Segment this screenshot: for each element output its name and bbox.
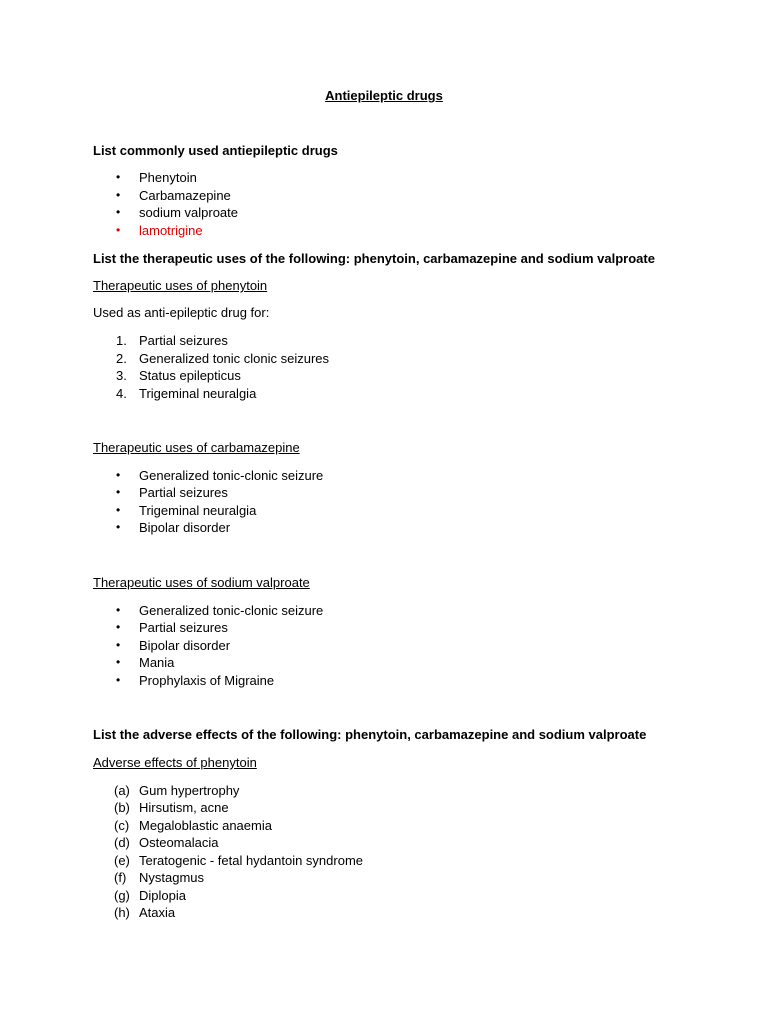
list-item: Trigeminal neuralgia (139, 386, 257, 401)
list-item-highlighted: lamotrigine (139, 223, 203, 238)
list-item: Phenytoin (139, 170, 197, 185)
list-letter: (b) (114, 800, 130, 815)
list-number: 1. (116, 333, 127, 348)
list-item: Partial seizures (139, 620, 228, 635)
list-item: Bipolar disorder (139, 520, 231, 535)
list-item: Prophylaxis of Migraine (139, 673, 275, 688)
list-item: Generalized tonic-clonic seizure (139, 468, 324, 483)
list-number: 4. (116, 386, 127, 401)
phenytoin-uses-intro: Used as anti-epileptic drug for: (93, 305, 270, 320)
list-letter: (d) (114, 835, 130, 850)
list-letter: (f) (114, 870, 127, 885)
list-item: Generalized tonic-clonic seizure (139, 603, 324, 618)
list-item: Trigeminal neuralgia (139, 503, 257, 518)
list-letter: (c) (114, 818, 130, 833)
bullet-marker: • (116, 520, 121, 534)
bullet-marker: • (116, 223, 121, 237)
subheading-phenytoin-uses: Therapeutic uses of phenytoin (93, 278, 268, 293)
bullet-marker: • (116, 188, 121, 202)
list-letter: (g) (114, 888, 130, 903)
bullet-marker: • (116, 620, 121, 634)
list-number: 3. (116, 368, 127, 383)
bullet-marker: • (116, 655, 121, 669)
bullet-marker: • (116, 638, 121, 652)
list-item: Bipolar disorder (139, 638, 231, 653)
document-title: Antiepileptic drugs (325, 88, 443, 103)
list-letter: (a) (114, 783, 130, 798)
list-item: Diplopia (139, 888, 186, 903)
list-item: Status epilepticus (139, 368, 241, 383)
list-item: Teratogenic - fetal hydantoin syndrome (139, 853, 364, 868)
list-item: Partial seizures (139, 485, 228, 500)
list-item: Partial seizures (139, 333, 228, 348)
list-item: Megaloblastic anaemia (139, 818, 272, 833)
list-item: Gum hypertrophy (139, 783, 240, 798)
subheading-carbamazepine-uses: Therapeutic uses of carbamazepine (93, 440, 300, 455)
heading-common-drugs: List commonly used antiepileptic drugs (93, 143, 338, 158)
list-item: Hirsutism, acne (139, 800, 229, 815)
bullet-marker: • (116, 603, 121, 617)
bullet-marker: • (116, 205, 121, 219)
list-item: Generalized tonic clonic seizures (139, 351, 330, 366)
list-letter: (e) (114, 853, 130, 868)
list-item: Mania (139, 655, 175, 670)
list-item: Nystagmus (139, 870, 205, 885)
list-item: Osteomalacia (139, 835, 219, 850)
heading-therapeutic-uses: List the therapeutic uses of the following: phenytoin, carbamazepine and sodium valproate (93, 251, 655, 266)
list-letter: (h) (114, 905, 130, 920)
bullet-marker: • (116, 673, 121, 687)
list-number: 2. (116, 351, 127, 366)
heading-adverse-effects: List the adverse effects of the following: phenytoin, carbamazepine and sodium valproate (93, 727, 647, 742)
subheading-valproate-uses: Therapeutic uses of sodium valproate (93, 575, 310, 590)
bullet-marker: • (116, 503, 121, 517)
bullet-marker: • (116, 468, 121, 482)
subheading-phenytoin-adverse: Adverse effects of phenytoin (93, 755, 257, 770)
list-item: Carbamazepine (139, 188, 231, 203)
bullet-marker: • (116, 485, 121, 499)
list-item: Ataxia (139, 905, 176, 920)
bullet-marker: • (116, 170, 121, 184)
list-item: sodium valproate (139, 205, 238, 220)
